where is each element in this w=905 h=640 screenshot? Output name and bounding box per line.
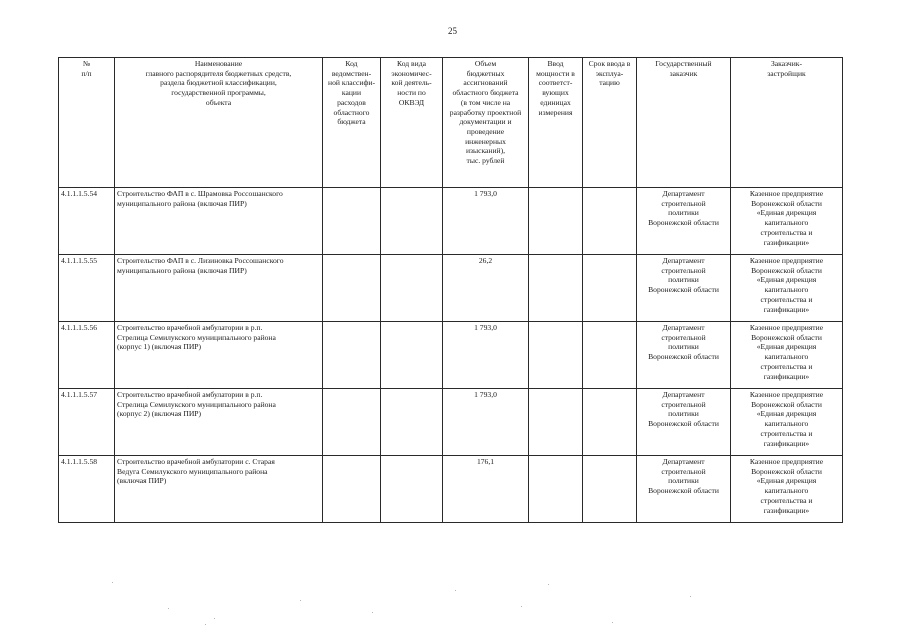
cell-volume: 1 793,0 <box>443 188 529 255</box>
cell-volume: 1 793,0 <box>443 389 529 456</box>
page-number: 25 <box>448 26 457 36</box>
cell-okved <box>381 322 443 389</box>
table-row <box>59 322 843 389</box>
cell-num: 4.1.1.1.5.55 <box>59 255 115 322</box>
header-term: Срок ввода в эксплуа- тацию <box>583 58 637 188</box>
cell-name: Строительство ФАП в с. Шрамовка Россошанского муниципального района (включая ПИР) <box>115 188 323 255</box>
cell-num: 4.1.1.1.5.57 <box>59 389 115 456</box>
cell-term <box>583 389 637 456</box>
table-row <box>59 389 843 456</box>
cell-num: 4.1.1.1.5.54 <box>59 188 115 255</box>
cell-name: Строительство врачебной амбулатории с. Старая Ведуга Семилукского муниципального района (включая ПИР) <box>115 456 323 523</box>
cell-ved-code <box>323 255 381 322</box>
scan-speck <box>612 622 613 623</box>
cell-ved-code <box>323 456 381 523</box>
cell-customer: Департамент строительной политики Воронежской области <box>637 322 731 389</box>
header-customer: Государственный заказчик <box>637 58 731 188</box>
cell-customer: Департамент строительной политики Воронежской области <box>637 188 731 255</box>
cell-customer: Департамент строительной политики Воронежской области <box>637 389 731 456</box>
cell-capacity <box>529 188 583 255</box>
cell-volume: 176,1 <box>443 456 529 523</box>
scan-speck <box>205 624 206 625</box>
table-row <box>59 255 843 322</box>
cell-ved-code <box>323 188 381 255</box>
cell-developer: Казенное предприятие Воронежской области «Единая дирекция капитального строительства и газификации» <box>731 322 843 389</box>
scan-noise <box>0 560 905 640</box>
cell-developer: Казенное предприятие Воронежской области «Единая дирекция капитального строительства и газификации» <box>731 188 843 255</box>
cell-capacity <box>529 255 583 322</box>
scan-speck <box>690 596 691 597</box>
cell-volume: 26,2 <box>443 255 529 322</box>
cell-capacity <box>529 322 583 389</box>
header-name: Наименование главного распорядителя бюджетных средств, раздела бюджетной классификации, государственной программы, объекта <box>115 58 323 188</box>
table-row <box>59 456 843 523</box>
header-capacity: Ввод мощности в соответст- вующих единицах измерения <box>529 58 583 188</box>
cell-term <box>583 255 637 322</box>
cell-developer: Казенное предприятие Воронежской области «Единая дирекция капитального строительства и газификации» <box>731 389 843 456</box>
cell-customer: Департамент строительной политики Воронежской области <box>637 255 731 322</box>
scan-speck <box>372 612 373 613</box>
cell-term <box>583 322 637 389</box>
cell-customer: Департамент строительной политики Воронежской области <box>637 456 731 523</box>
header-developer: Заказчик- застройщик <box>731 58 843 188</box>
cell-okved <box>381 255 443 322</box>
cell-capacity <box>529 456 583 523</box>
scan-speck <box>300 600 301 601</box>
table-row <box>59 188 843 255</box>
budget-table <box>58 57 843 523</box>
scan-speck <box>521 606 522 607</box>
table-header-row <box>59 58 843 188</box>
header-num: № п/п <box>59 58 115 188</box>
scan-speck <box>455 590 456 591</box>
cell-volume: 1 793,0 <box>443 322 529 389</box>
cell-okved <box>381 456 443 523</box>
header-volume: Объем бюджетных ассигнований областного бюджета (в том числе на разработку проектной документации и проведение инженерных изысканий), тыс. рублей <box>443 58 529 188</box>
cell-developer: Казенное предприятие Воронежской области «Единая дирекция капитального строительства и газификации» <box>731 255 843 322</box>
cell-name: Строительство врачебной амбулатории в р.п. Стрелица Семилукского муниципального района (корпус 2) (включая ПИР) <box>115 389 323 456</box>
cell-term <box>583 456 637 523</box>
cell-okved <box>381 389 443 456</box>
scan-speck <box>168 608 169 609</box>
cell-name: Строительство врачебной амбулатории в р.п. Стрелица Семилукского муниципального района (корпус 1) (включая ПИР) <box>115 322 323 389</box>
cell-num: 4.1.1.1.5.56 <box>59 322 115 389</box>
cell-ved-code <box>323 389 381 456</box>
cell-developer: Казенное предприятие Воронежской области «Единая дирекция капитального строительства и газификации» <box>731 456 843 523</box>
cell-capacity <box>529 389 583 456</box>
scan-speck <box>548 584 549 585</box>
cell-num: 4.1.1.1.5.58 <box>59 456 115 523</box>
scan-speck <box>214 618 215 619</box>
cell-okved <box>381 188 443 255</box>
scan-speck <box>112 582 113 583</box>
header-okved: Код вида экономичес- кой деятель- ности по ОКВЭД <box>381 58 443 188</box>
cell-term <box>583 188 637 255</box>
cell-name: Строительство ФАП в с. Лизиновка Россошанского муниципального района (включая ПИР) <box>115 255 323 322</box>
cell-ved-code <box>323 322 381 389</box>
header-ved-code: Код ведомствен- ной классифи- кации расходов областного бюджета <box>323 58 381 188</box>
